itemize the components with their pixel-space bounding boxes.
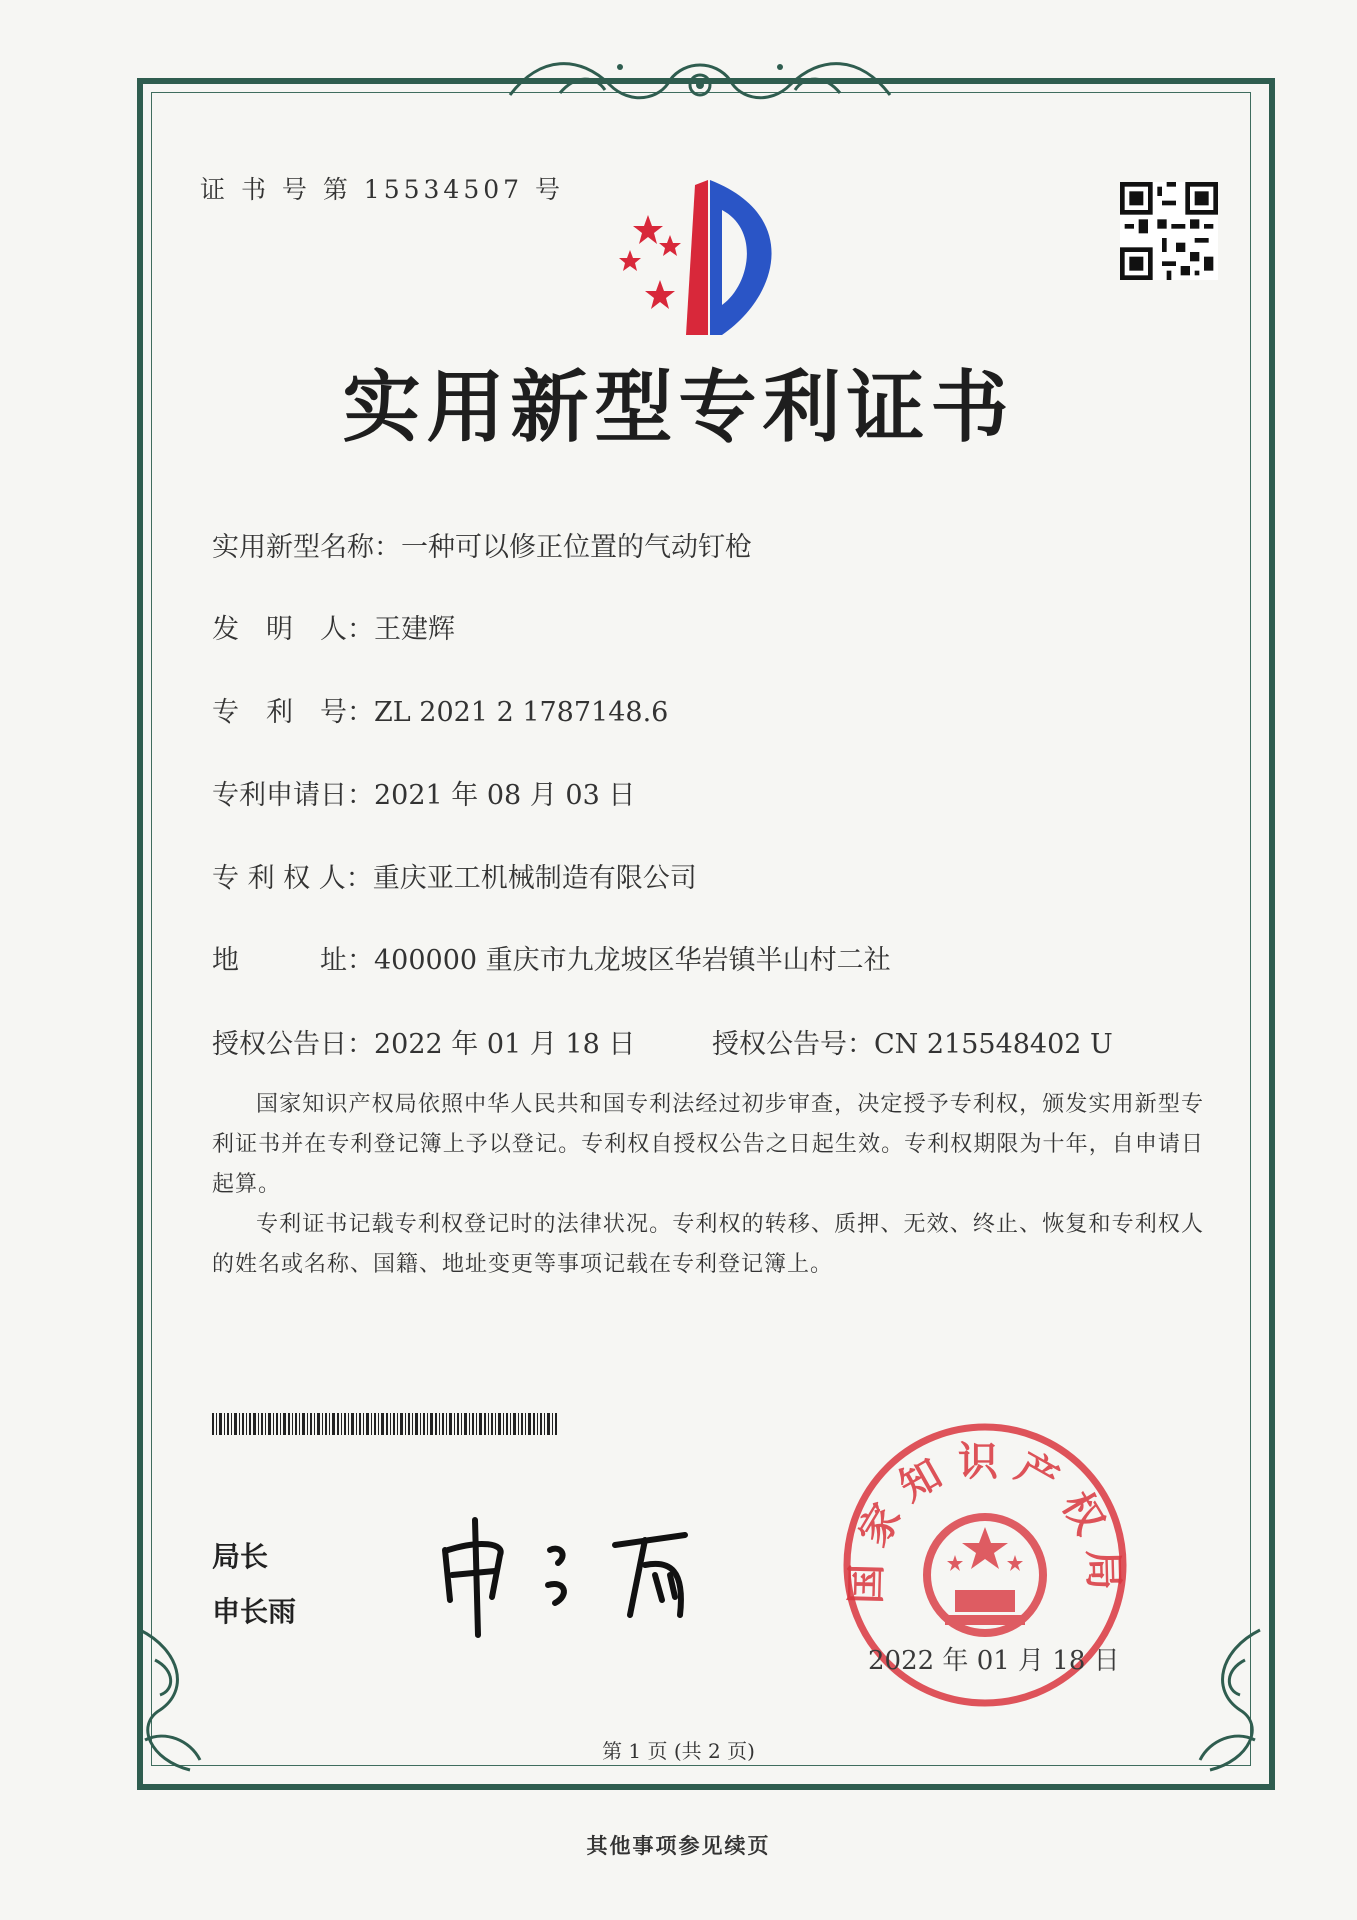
body-paragraph-2: 专利证书记载专利权登记时的法律状况。专利权的转移、质押、无效、终止、恢复和专利权人的姓名或名称、国籍、地址变更等事项记载在专利登记簿上。	[212, 1212, 1204, 1277]
body-paragraph-1: 国家知识产权局依照中华人民共和国专利法经过初步审查，决定授予专利权，颁发实用新型专利证书并在专利登记簿上予以登记。专利权自授权公告之日起生效。专利权期限为十年，自申请日起算。	[212, 1092, 1204, 1197]
utility-model-name-label: 实用新型名称：	[212, 532, 401, 563]
grant-number-value: CN 215548402 U	[874, 1029, 1113, 1060]
seal-date: 2022 年 01 月 18 日	[868, 1646, 1120, 1676]
utility-model-name-value: 一种可以修正位置的气动钉枪	[401, 532, 752, 563]
director-signature	[430, 1505, 720, 1645]
address-value: 400000 重庆市九龙坡区华岩镇半山村二社	[374, 945, 891, 976]
grant-number-label: 授权公告号：	[712, 1029, 874, 1060]
director-name: 申长雨	[212, 1595, 297, 1628]
application-date-label: 专利申请日：	[212, 780, 374, 811]
barcode	[212, 1413, 557, 1435]
patent-number-row	[212, 690, 668, 729]
director-title: 局长	[212, 1540, 269, 1573]
inventor-label: 发 明 人：	[212, 614, 374, 645]
grant-date-label: 授权公告日：	[212, 1029, 374, 1060]
application-date-row	[212, 773, 635, 812]
inventor-row	[212, 607, 455, 646]
bottom-right-ornament	[1170, 1620, 1280, 1790]
qr-code	[1120, 182, 1218, 280]
patent-number-label: 专 利 号：	[212, 697, 374, 728]
utility-model-name-row	[212, 525, 752, 564]
inventor-value: 王建辉	[374, 614, 455, 645]
address-row	[212, 938, 891, 977]
certificate-number: 证 书 号 第 15534507 号	[200, 175, 564, 204]
patentee-row	[212, 856, 697, 895]
grant-date-row	[212, 1022, 635, 1061]
patentee-label: 专 利 权 人：	[212, 863, 373, 894]
page-number: 第 1 页 (共 2 页)	[602, 1739, 755, 1763]
footer-note: 其他事项参见续页	[586, 1833, 771, 1858]
bottom-left-ornament	[120, 1620, 230, 1790]
patentee-value: 重庆亚工机械制造有限公司	[372, 863, 697, 894]
certificate-title: 实用新型专利证书	[342, 362, 1015, 453]
grant-date-value: 2022 年 01 月 18 日	[374, 1029, 636, 1060]
application-date-value: 2021 年 08 月 03 日	[374, 780, 636, 811]
cnipa-logo-icon	[600, 175, 810, 345]
top-ornament	[500, 45, 900, 115]
seal-text: 国家知识产权局	[844, 1440, 1126, 1605]
patent-number-value: ZL 2021 2 1787148.6	[374, 697, 669, 728]
grant-number-row	[712, 1022, 1113, 1061]
address-label: 地 址：	[212, 945, 374, 976]
